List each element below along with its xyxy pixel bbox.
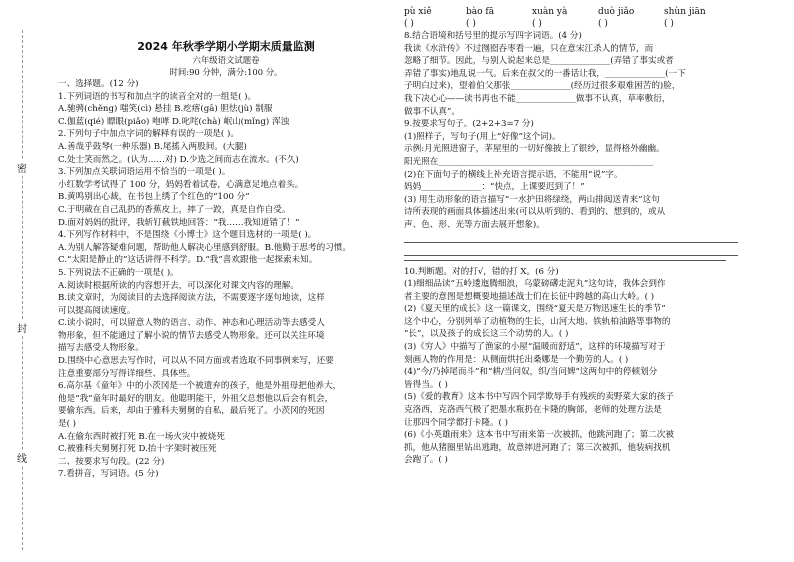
right-question-line: 做事不认真”。 <box>404 106 460 117</box>
left-question-line: B.黄鸣别出心裁，在书包上绣了个红色的“100 分” <box>58 192 250 203</box>
left-question-line: C.“太阳是静止的”这话讲得不科学。D.“我”喜欢跟他一起探索未知。 <box>58 255 318 266</box>
right-question-line: 我下决心心——读书再也不能______________做事不认真，草率敷衍， <box>404 93 671 104</box>
left-question-line: A.驰骋(chěng) 嗤笑(cì) 悬挂 B.疙瘩(gā) 胆怯(jù) 制服 <box>58 104 273 115</box>
right-question-line: 声、色、形、光等方面去展开想象)。 <box>404 219 545 230</box>
binding-dashed-line <box>22 30 23 550</box>
pinyin-blank-4[interactable]: ( ) <box>598 19 608 29</box>
right-question-line: 忽略了细节。因此，与别人说起来总是______________(弄错了事实或者 <box>404 56 674 67</box>
pinyin-row <box>404 6 738 18</box>
left-question-line: 7.看拼音，写词语。(5 分) <box>58 469 159 480</box>
left-question-line: 物形象，但不能通过了解小说的情节去感受人物形象。还可以关注环境 <box>58 330 325 341</box>
left-question-line: C.于明葳在自己乱扔的香蕉皮上，摔了一跤，真是自作自受。 <box>58 204 291 215</box>
left-question-line: C.读小说时，可以留意人物的语言、动作、神态和心理活动等去感受人 <box>58 318 325 329</box>
left-question-line: 3.下列加点关联词语运用不恰当的一项是( )。 <box>58 167 231 178</box>
left-question-line: 一、选择题。(12 分) <box>58 79 139 89</box>
right-question-line: 子明白过来)，望着伯父那张______________(经历过很多艰难困苦的)脸， <box>404 81 681 92</box>
right-question-line: 8.结合语境和括号里的提示写四字词语。(4 分) <box>404 31 582 41</box>
left-question-line: 4.下列写作材料中，不是围绕《小博士》这个题目选材的一项是( )。 <box>58 230 317 241</box>
right-question-line: (2)《夏天里的成长》这一篇课文，围绕“夏天是万物迅速生长的季节” <box>404 304 666 315</box>
right-question-line: 妈妈______________：“快点，上课要迟到了！” <box>404 182 585 193</box>
left-question-line: 1.下列词语的书写和加点字的读音全对的一组是( )。 <box>58 91 257 102</box>
right-question-line: 让那四个同学都打卡隆。( ) <box>404 417 508 428</box>
binding-char-xian: 线 <box>14 450 30 465</box>
section-divider <box>404 260 726 261</box>
left-question-line: C.被雅科夫舅舅打死 D.抬十字架时被压死 <box>58 444 217 455</box>
pinyin-blank-1[interactable]: ( ) <box>404 19 414 29</box>
left-question-line: 5.下列说法不正确的一项是( )。 <box>58 267 179 278</box>
pinyin-blank-5[interactable]: ( ) <box>664 19 674 29</box>
right-question-line: (3)《穷人》中描写了渔家的小屋“温暖而舒适”，这样的环境描写对于 <box>404 342 666 353</box>
left-question-line: A.为别人解答疑难问题，帮助他人解决心里感到舒服。B.他勤于思考的习惯。 <box>58 242 351 253</box>
right-question-line: (1)照样子，写句子(用上“好像”这个词)。 <box>404 131 561 142</box>
binding-margin <box>8 30 36 550</box>
pinyin-2: bào fā <box>466 7 495 17</box>
right-question-line: 弄错了事实)地乱说一气。后来在叔父的一番话让我，______________(一下 <box>404 68 686 79</box>
left-question-line: 二、按要求写句段。(22 分) <box>58 456 165 467</box>
left-question-line: 2.下列句子中加点字词的解释有误的一项是( )。 <box>58 129 239 140</box>
left-question-lines <box>58 78 394 481</box>
right-question-lines <box>404 30 738 467</box>
left-question-line: 描写去感受人物形象。 <box>58 343 144 354</box>
left-question-line: C.伽蓝(qié) 瞟眼(piǎo) 咆哮 D.叱咤(chà) 岷山(mǐng) 浑浊 <box>58 116 290 127</box>
pinyin-4: duò jiǎo <box>598 7 635 17</box>
right-question-line: (1)细细品读“五岭逶迤腾细浪，乌蒙磅礴走泥丸”这句诗，我体会到作 <box>404 279 666 290</box>
left-question-line: D.面对妈妈的批评，我斩钉截铁地回答：“我……我知道错了！” <box>58 217 300 228</box>
exam-title: 2024 年秋季学期小学期末质量监测 <box>137 40 315 53</box>
pinyin-1: pù xiě <box>404 7 432 17</box>
left-question-line: 是( ) <box>58 419 77 430</box>
right-question-line: 我读《水浒传》不过囫囵吞枣看一遍，只在意宋江杀人的情节，而 <box>404 43 654 54</box>
left-question-line: 小红数学考试得了 100 分，妈妈看着试卷，心满意足地点着头。 <box>58 179 304 190</box>
left-question-line: 可以提高阅读速度。 <box>58 305 136 316</box>
pinyin-5: shùn jiān <box>664 7 706 17</box>
right-question-line: 9.按要求写句子。(2+2+3=7 分) <box>404 119 534 130</box>
left-question-line: 他是“我”童年时最好的朋友。他聪明能干，外祖父总想他以后会有机会， <box>58 393 334 404</box>
right-question-line: (3) 用生动形象的语言描写“一水护田将绿绕，两山排闼送青来”这句 <box>404 194 660 205</box>
left-question-line: C.处士笑而然之。(认为……对) D.少选之间而志在流水。(不久) <box>58 154 299 165</box>
right-question-line: 克洛西，克洛西气极了把墨水瓶扔在卡隆的胸部，老师的处理方法是 <box>404 405 662 416</box>
right-question-line: “长”，以及孩子的成长这三个动势的人。( ) <box>404 329 569 340</box>
left-question-line: A.善哉乎鼓琴(一种乐器) B.尾搖入两股间。(大腿) <box>58 141 247 152</box>
left-column <box>58 6 394 481</box>
left-question-line: 注意重要部分写得详细些、具体些。 <box>58 368 196 379</box>
right-question-line: (4)“今/乃掉尾而斗”和“耕/当问奴，织/当问婢”这两句中的停顿划分 <box>404 367 658 378</box>
left-question-line: 要偷东西。后来，却由于雅科夫舅舅的自私，最后死了。小茨冈的死因 <box>58 406 325 417</box>
right-question-line: (2)在下面句子的横线上补充语言提示语，不能用“说”字。 <box>404 169 623 180</box>
right-question-line: 皆得当。( ) <box>404 379 448 390</box>
left-question-line: A.在偷东西时被打死 B.在一场火灾中被烧死 <box>58 431 225 442</box>
binding-char-mi: 密 <box>14 160 30 175</box>
right-question-line: 10.判断题。对的打√，错的打 X。(6 分) <box>404 266 559 277</box>
answer-line[interactable] <box>404 245 738 256</box>
pinyin-blank-3[interactable]: ( ) <box>532 19 542 29</box>
right-question-line: 抓，他从猪圈里钻出逃跑，故意摔进河跑了；第三次被抓，他装病找机 <box>404 442 671 453</box>
left-question-line: 6.高尔基《童年》中的小茨冈是一个被遗弃的孩子，他是外祖母把他养大， <box>58 381 342 392</box>
right-question-line: 者主要的意图是想概要地描述战士们在长征中跨越的高山大岭。( ) <box>404 291 655 302</box>
right-question-line: 示例:月光照进窗子，茅屋里的一切好像披上了银纱，显得格外幽幽。 <box>404 144 665 155</box>
right-column <box>404 6 738 467</box>
left-question-line: A.阅读时根据所读的内容想开去，可以深化对课文内容的理解。 <box>58 280 299 291</box>
left-question-line: D.围绕中心意思去写作时，可以从不同方面或者选取不同事例来写，还要 <box>58 356 334 367</box>
right-question-line: 诗所表现的画面具体描述出来(可以从听到的、看到的、想到的，或从 <box>404 207 666 218</box>
right-question-line: (6)《小英雄雨来》这本书中写雨来第一次被抓，他跳河跑了；第二次被 <box>404 430 674 441</box>
exam-time-score: 时间:90 分钟，满分:100 分。 <box>169 67 283 77</box>
right-question-line: 刻画人物的作用是：从侧面烘托出桑娜是一个勤劳的人。( ) <box>404 354 629 365</box>
pinyin-3: xuàn yà <box>532 7 568 17</box>
pinyin-blank-row <box>404 18 738 30</box>
answer-line[interactable] <box>404 232 738 243</box>
right-question-line <box>404 232 738 266</box>
binding-char-feng: 封 <box>14 320 30 335</box>
pinyin-blank-2[interactable]: ( ) <box>466 19 476 29</box>
left-question-line: B.读文章时，为阅读目的去选择阅读方法，不需要逐字逐句地读，这样 <box>58 293 325 304</box>
right-question-line: (5)《爱的教育》这本书中写四个同学欺辱手有残疾的卖野菜大家的孩子 <box>404 392 674 403</box>
exam-grade: 六年级语文试题卷 <box>192 55 260 65</box>
right-question-line: 阳光照在__________________________________________________ <box>404 156 654 167</box>
right-question-line: 这个中心，分别列举了动植物的生长，山河大地、铁轨柏油路等事物的 <box>404 316 671 327</box>
right-question-line: 会跑了。( ) <box>404 455 448 466</box>
